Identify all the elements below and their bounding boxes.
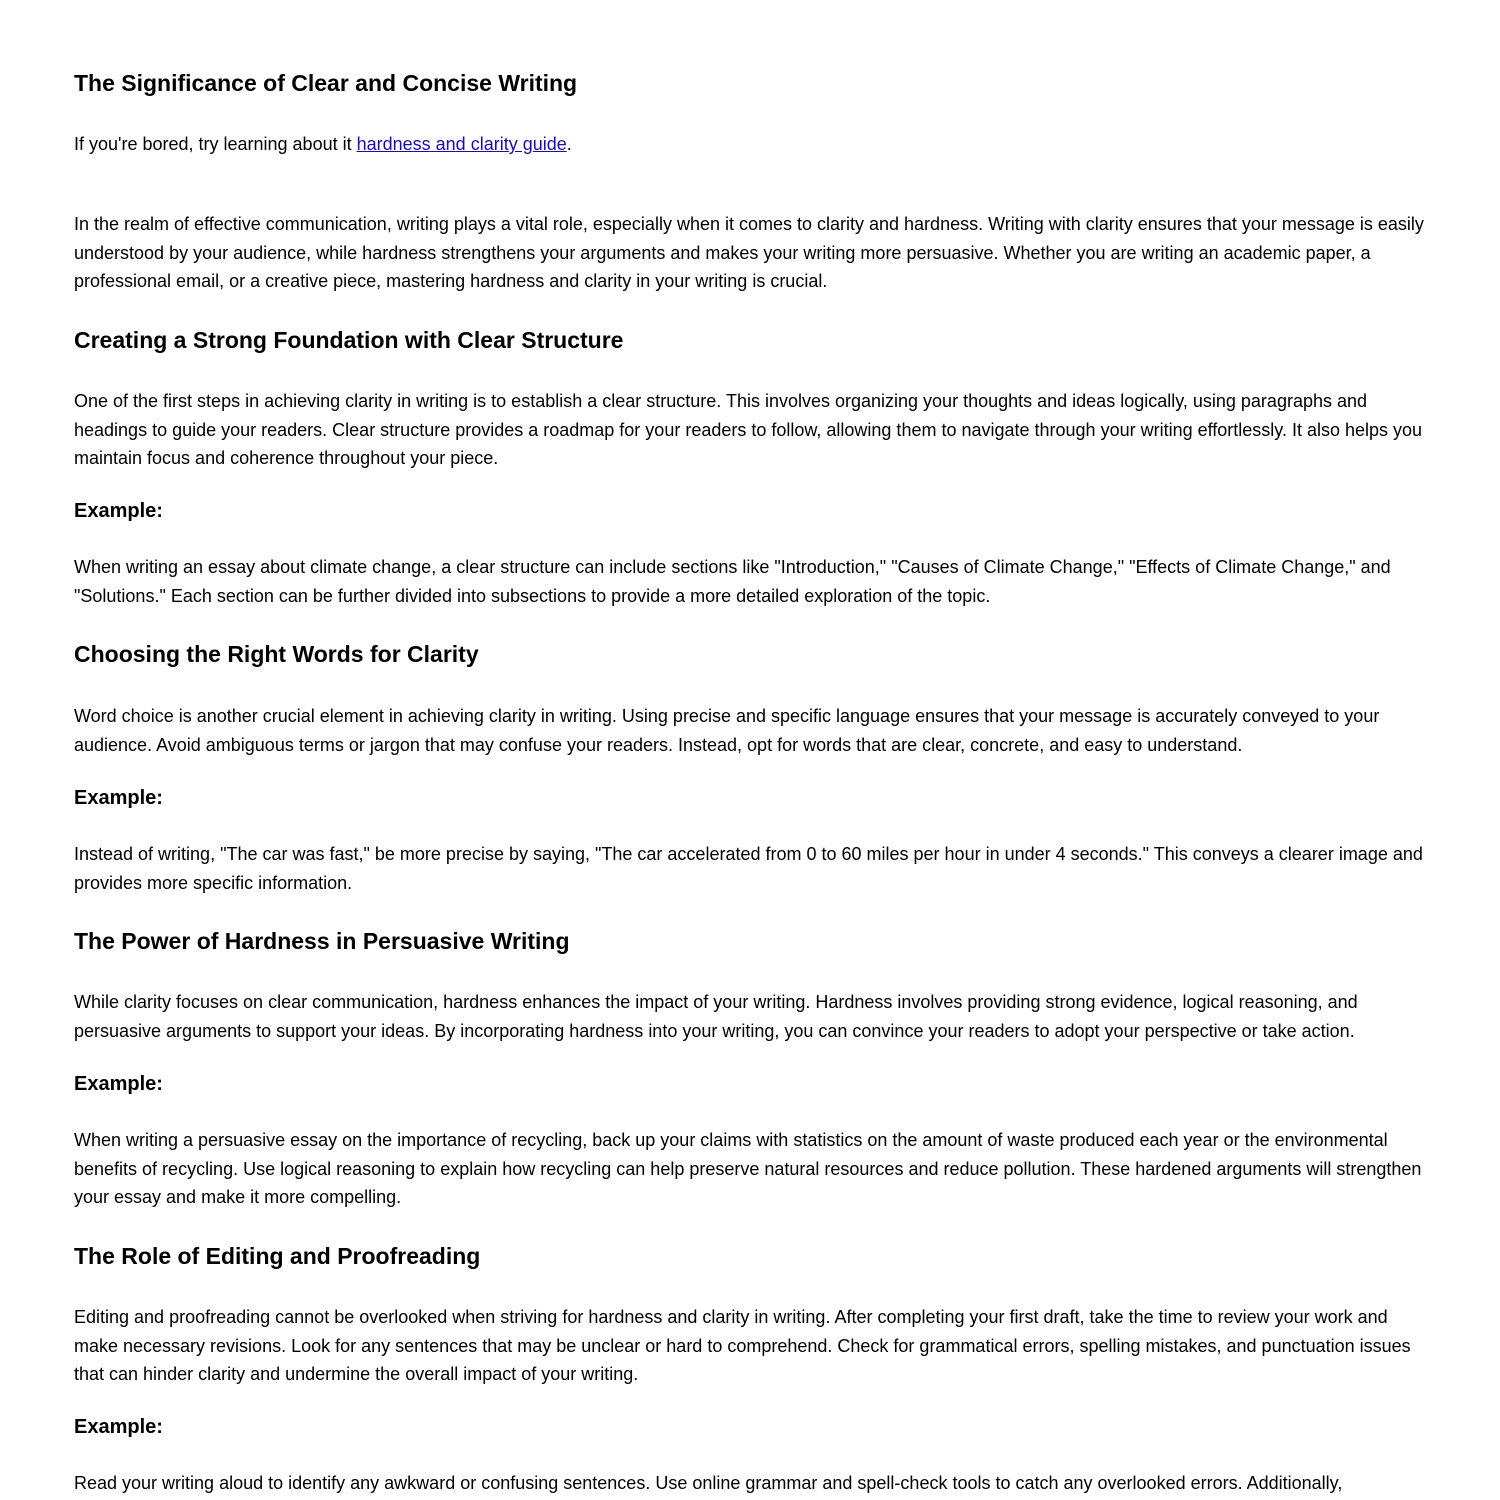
example-label: Example: (74, 1416, 163, 1438)
example-label: Example: (74, 1073, 163, 1095)
example-text: Read your writing aloud to identify any awkward or confusing sentences. Use online grammar and spell-check tools to catch any overlooked errors. Additionally, (74, 1473, 1343, 1493)
example-label: Example: (74, 787, 163, 809)
section-body: Word choice is another crucial element in achieving clarity in writing. Using precise and specific language ensures that your message is accurately conveyed to your audience. Avoid ambiguous terms or jargon that may confuse your readers. Instead, opt for words that are clear, concrete, and easy to understand. (74, 706, 1380, 755)
intro-line (74, 130, 1434, 159)
example-text: Instead of writing, "The car was fast," be more precise by saying, "The car accelerated from 0 to 60 miles per hour in under 4 seconds." This conveys a clearer image and provides more specific information. (74, 844, 1423, 893)
section-body: Editing and proofreading cannot be overlooked when striving for hardness and clarity in writing. After completing your first draft, take the time to review your work and make necessary revisions. Look for any sentences that may be unclear or hard to comprehend. Check for grammatical errors, spelling mistakes, and punctuation issues that can hinder clarity and undermine the overall impact of your writing. (74, 1307, 1411, 1384)
example-text: When writing an essay about climate change, a clear structure can include sections like "Introduction," "Causes of Climate Change," "Effects of Climate Change," and "Solutions." Each section can be further divided into subsections to provide a more detailed exploration of the topic. (74, 557, 1391, 606)
section-body: While clarity focuses on clear communication, hardness enhances the impact of your writing. Hardness involves providing strong evidence, logical reasoning, and persuasive arguments to support your ideas. By incorporating hardness into your writing, you can convince your readers to adopt your perspective or take action. (74, 992, 1358, 1041)
section-heading: The Role of Editing and Proofreading (74, 1243, 481, 1269)
example-text: When writing a persuasive essay on the importance of recycling, back up your claims with statistics on the amount of waste produced each year or the environmental benefits of recycling. Use logical reasoning to explain how recycling can help preserve natural resources and reduce pollution. These hardened arguments will strengthen your essay and make it more compelling. (74, 1130, 1422, 1207)
section-body: One of the first steps in achieving clarity in writing is to establish a clear structure. This involves organizing your thoughts and ideas logically, using paragraphs and headings to guide your readers. Clear structure provides a roadmap for your readers to follow, allowing them to navigate through your writing effortlessly. It also helps you maintain focus and coherence throughout your piece. (74, 391, 1423, 468)
page-title: The Significance of Clear and Concise Writing (74, 70, 578, 96)
intro-suffix: . (566, 134, 572, 154)
example-label: Example: (74, 500, 163, 522)
section-heading: Creating a Strong Foundation with Clear Structure (74, 327, 624, 353)
guide-link[interactable]: hardness and clarity guide (356, 134, 567, 154)
section-heading: Choosing the Right Words for Clarity (74, 641, 479, 667)
intro-prefix: If you're bored, try learning about it (74, 134, 357, 154)
intro-paragraph: In the realm of effective communication, writing plays a vital role, especially when it comes to clarity and hardness. Writing with clarity ensures that your message is easily understood by your audience, while hardness strengthens your arguments and makes your writing more persuasive. Whether you are writing an academic paper, a professional email, or a creative piece, mastering hardness and clarity in your writing is crucial. (74, 214, 1424, 291)
section-heading: The Power of Hardness in Persuasive Writing (74, 928, 570, 954)
